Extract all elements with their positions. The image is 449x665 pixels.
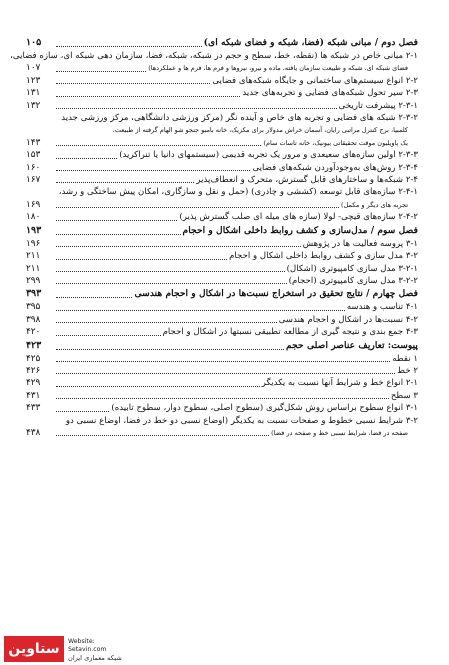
- toc-section-row[interactable]: [26, 112, 418, 124]
- section-title: ۳-۱ انواع سطوح براساس روش شکل‌گیری (سطوح اصلی، سطوح دوار، سطوح تابیده): [111, 403, 418, 414]
- toc-page-number: ۱۹۳: [26, 224, 42, 236]
- toc-page-number: ۲۱۱: [26, 263, 41, 274]
- dot-leader: [56, 322, 277, 323]
- toc-section-row[interactable]: [26, 87, 418, 99]
- dot-leader: [56, 271, 285, 272]
- dot-leader: [56, 283, 287, 284]
- toc-page-number: ۴۲۵: [26, 353, 41, 364]
- toc-section-row[interactable]: [26, 275, 418, 287]
- toc-page-number: ۴۲۳: [26, 339, 42, 351]
- toc-section-row[interactable]: [26, 390, 418, 402]
- toc-section-row[interactable]: [26, 100, 418, 112]
- toc-section-row[interactable]: [26, 377, 418, 389]
- section-title: ۲-۳-۱ پیشرفت تاریخی: [338, 100, 418, 111]
- toc-entry-text: صفحه در فضا، شرایط نسبی خط و صفحه در فضا): [271, 428, 408, 437]
- watermark: [0, 631, 125, 665]
- section-title: ۲-۳ سیر تحول شبکه‌های فضایی و تجربه‌های جدید: [242, 88, 418, 99]
- dot-leader: [56, 259, 227, 260]
- logo-text: ستاوین: [8, 641, 60, 657]
- toc-page-number: ۳۹۸: [26, 314, 41, 325]
- chapter-title: فصل سوم / مدل‌سازی و کشف روابط داخلی اشکال و احجام: [182, 224, 418, 236]
- toc-page-number: ۴۳۳: [26, 403, 41, 414]
- dot-leader: [56, 398, 389, 399]
- chapter-title: پیوست: تعاریف عناصر اصلی حجم: [286, 339, 418, 351]
- toc-section-row[interactable]: [26, 353, 418, 365]
- toc-page-number: ۳۹۵: [26, 302, 41, 313]
- toc-page-number: ۲۹۹: [26, 275, 41, 286]
- toc-page-number: ۲۱۱: [26, 251, 41, 262]
- dot-leader: [56, 182, 194, 183]
- dot-leader: [56, 83, 210, 84]
- section-title: ۲-۳-۴ روش‌های به‌وجودآوردن شبکه‌های فضایی: [252, 162, 418, 173]
- toc-chapter-row[interactable]: [26, 339, 418, 353]
- dot-leader: [56, 297, 132, 298]
- website-label: Website:: [68, 638, 95, 645]
- section-title: ۲-۲ انواع سیستم‌های ساختمانی و جایگاه شبکه‌های فضایی: [212, 75, 418, 86]
- dot-leader: [56, 349, 284, 350]
- chapter-title: فصل دوم / مبانی شبکه (فضا، شبکه و فضای شبکه ای): [203, 37, 418, 48]
- section-title: ۱ نقطه: [392, 353, 418, 364]
- toc-continuation-line: [26, 62, 418, 74]
- section-title: ۲-۳-۳ اولین سازه‌های سعیعدی و مرور یک تجربه قدیمی (سیستمهای دانیا یا تنراکرید): [119, 150, 418, 161]
- toc-entry-text: یک پاویلیون موقت تحقیقاتی بیونیک، خانه تاسات سام): [263, 138, 408, 147]
- toc-section-row[interactable]: [26, 75, 418, 87]
- chapter-title: فصل چهارم / نتایج تحقیق در استخراج نسبت‌ها در اشکال و احجام هندسی: [134, 288, 418, 300]
- section-title: ۳-۲ شرایط نسبی خطوط و صفحات نسبت به یکدیگر (اوضاع نسبی دو خط در فضا، اوضاع نسبی دو: [65, 415, 418, 426]
- toc-section-row[interactable]: [26, 415, 418, 427]
- section-title: ۴-۱ تناسب و هندسه: [346, 302, 418, 313]
- toc-section-row[interactable]: [26, 402, 418, 414]
- dot-leader: [56, 220, 177, 221]
- toc-page-number: ۱۰۷: [26, 63, 41, 74]
- dot-leader: [56, 96, 240, 97]
- section-title: ۲-۱ مبانی خاص در شبکه ها (نقطه، خط، سطح و حجم در شبکه، شبکه، فضا، سازمان دهی شبکه ای، سازه فضایی،: [10, 51, 418, 61]
- toc-page-number: ۱۴۳: [26, 137, 41, 148]
- section-title: ۲ خط: [397, 365, 418, 376]
- toc-page-number: ۱۳۱: [26, 88, 41, 99]
- dot-leader: [56, 435, 269, 436]
- section-title: ۲-۴-۲ سازه‌های قیچی- لولا (سازه های میله ای صلب گسترش پذیر): [179, 212, 418, 223]
- toc-page-number: ۱۹۶: [26, 238, 41, 249]
- section-title: ۴-۳ جمع بندی و نتیجه گیری از مطالعه تطبیقی نسبتها در اشکال و احجام: [162, 327, 418, 338]
- toc-continuation-line: [26, 427, 418, 439]
- section-title: ۳ سطح: [390, 390, 418, 401]
- toc-page-number: ۴۲۹: [26, 378, 41, 389]
- dot-leader: [56, 170, 250, 171]
- toc-page-number: ۱۲۳: [26, 75, 41, 86]
- toc-page-number: ۴۲۰: [26, 327, 41, 338]
- toc-page-number: ۴۲۶: [26, 365, 41, 376]
- dot-leader: [56, 386, 260, 387]
- dot-leader: [56, 108, 337, 109]
- dot-leader: [56, 246, 301, 247]
- toc-page-number: ۴۳۸: [26, 427, 41, 438]
- dot-leader: [56, 361, 390, 362]
- toc-section-row[interactable]: [26, 314, 418, 326]
- dot-leader: [56, 310, 345, 311]
- toc-section-row[interactable]: [26, 365, 418, 377]
- toc-section-row[interactable]: [26, 174, 418, 186]
- toc-page-number: ۳۹۳: [26, 288, 42, 300]
- tagline: شبکه معماری ایران: [68, 654, 122, 662]
- toc-page-number: ۱۶۷: [26, 175, 41, 186]
- toc-page-number: ۱۵۳: [26, 150, 41, 161]
- toc-chapter-row[interactable]: [26, 36, 418, 50]
- toc-section-row[interactable]: [26, 301, 418, 313]
- section-title: ۲-۴ شبکه‌ها و ساختارهای قابل گسترش، متحرک و انعطاف‌پذیر: [196, 175, 418, 186]
- toc-chapter-row[interactable]: [26, 287, 418, 301]
- toc-entry-text: تجربه های دیگر و مکمل): [341, 200, 408, 209]
- toc-entry-text: فضای شبکه ای، شبکه و طبیعت سازمان یافته، ماده و نیرو، نیروها و فرم ها، فرم ها و عملکردها): [148, 64, 408, 73]
- section-title: ۲-۴-۱ سازه‌های قابل توسعه (کششی و چادری) (حمل و نقل و سازگاری، امکان پیش ساختگی و رشد،: [58, 187, 418, 198]
- toc-page-number: ۱۶۰: [26, 162, 41, 173]
- toc-page-number: ۱۳۲: [26, 100, 41, 111]
- toc-continuation-line: [26, 137, 418, 149]
- toc-entry-text: کلمبیا، برج کنترل مراتبی رایان، آسمان خراش مدولار برای مکزیک، خانه بامبو جنجو شو الهام گرفته از طبیعت،: [112, 126, 408, 135]
- dot-leader: [56, 335, 161, 336]
- toc-section-row[interactable]: [26, 250, 418, 262]
- toc-page-number: ۱۸۰: [26, 212, 41, 223]
- toc-continuation-line: [26, 199, 418, 211]
- section-title: ۲-۱ انواع خط و شرایط آنها نسبت به یکدیگر: [261, 378, 418, 389]
- section-title: ۳-۱ پروسه فعالیت ها در پژوهش: [302, 238, 418, 249]
- section-title: ۳-۲-۲ مدل سازی کامپیوتری (احجام): [288, 275, 418, 286]
- toc-section-row[interactable]: [26, 149, 418, 161]
- toc-section-row[interactable]: [26, 238, 418, 250]
- dot-leader: [56, 71, 146, 72]
- toc-page-number: ۱۰۵: [26, 37, 42, 48]
- toc-page-number: ۴۳۱: [26, 390, 41, 401]
- section-title: ۳-۲-۱ مدل سازی کامپیوتری (اشکال): [286, 263, 418, 274]
- dot-leader: [56, 158, 117, 159]
- setavin-logo[interactable]: [4, 636, 64, 662]
- toc-continuation-line: [26, 124, 418, 136]
- toc-section-row[interactable]: [26, 186, 418, 198]
- section-title: ۳-۲ مدل سازی و کشف روابط داخلی اشکال و احجام: [229, 251, 418, 262]
- dot-leader: [56, 373, 395, 374]
- dot-leader: [56, 207, 339, 208]
- section-title: ۴-۲ نسبت‌ها در اشکال و احجام هندسی: [278, 314, 418, 325]
- toc-section-row[interactable]: [10, 50, 418, 62]
- dot-leader: [56, 234, 181, 235]
- dot-leader: [56, 145, 261, 146]
- dot-leader: [56, 411, 109, 412]
- toc-section-row[interactable]: [26, 326, 418, 338]
- website-link[interactable]: Setavin.com: [68, 646, 107, 653]
- toc-section-row[interactable]: [26, 211, 418, 223]
- watermark-text: [68, 638, 124, 662]
- toc-chapter-row[interactable]: [26, 224, 418, 238]
- dot-leader: [56, 46, 202, 47]
- table-of-contents: [10, 36, 418, 439]
- section-title: ۲-۳-۲ شبکه های فضایی و تجربه های خاص و آینده نگر (مرکز ورزشی دانشگاهی، مرکز ورزشی جدید: [61, 113, 418, 124]
- toc-section-row[interactable]: [26, 263, 418, 275]
- toc-section-row[interactable]: [26, 162, 418, 174]
- toc-page-number: ۱۶۹: [26, 199, 41, 210]
